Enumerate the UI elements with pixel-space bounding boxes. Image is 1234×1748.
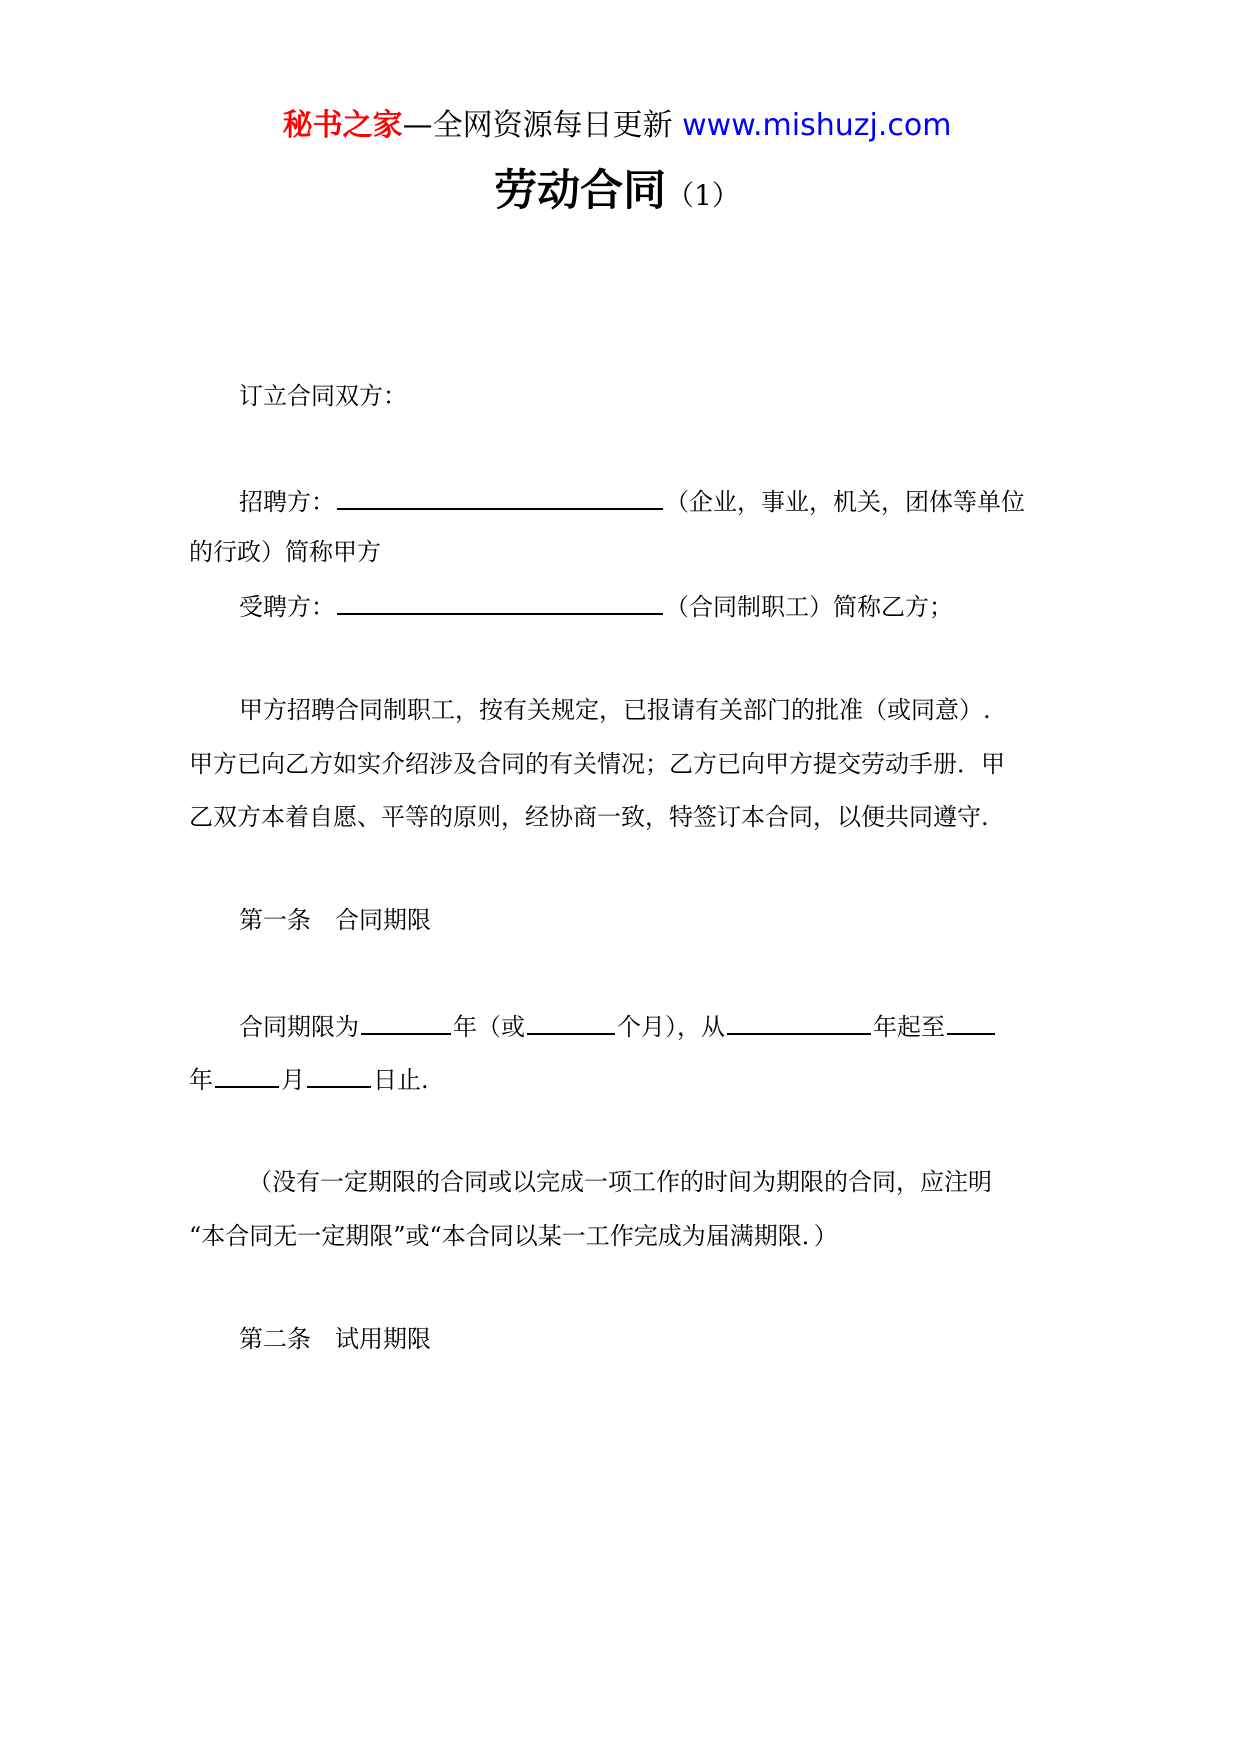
end-day-field[interactable] bbox=[307, 1060, 371, 1088]
term-line-2 bbox=[189, 1060, 429, 1098]
term-months-field[interactable] bbox=[527, 1007, 615, 1035]
employer-label: 招聘方： bbox=[239, 488, 335, 516]
end-year-field[interactable] bbox=[947, 1007, 995, 1035]
preamble-line: 甲方已向乙方如实介绍涉及合同的有关情况；乙方已向甲方提交劳动手册．甲 bbox=[189, 750, 1005, 778]
term-month-text: 个月），从 bbox=[617, 1013, 725, 1041]
term-note-line: （没有一定期限的合同或以完成一项工作的时间为期限的合同，应注明 bbox=[248, 1168, 992, 1196]
preamble-line: 甲方招聘合同制职工，按有关规定，已报请有关部门的批准（或同意）. bbox=[239, 696, 991, 724]
site-tagline: —全网资源每日更新 bbox=[402, 108, 683, 143]
employee-line bbox=[239, 587, 953, 625]
term-end-day-text: 日止. bbox=[373, 1066, 429, 1094]
article2-heading: 第二条 试用期限 bbox=[239, 1325, 431, 1353]
term-note-line: “本合同无一定期限”或“本合同以某一工作完成为届满期限．） bbox=[189, 1222, 838, 1250]
site-brand: 秘书之家 bbox=[282, 108, 403, 143]
term-end-year-text: 年 bbox=[189, 1066, 213, 1094]
title-number: （1） bbox=[666, 179, 740, 212]
document-title bbox=[0, 157, 1234, 218]
employer-line bbox=[239, 482, 1025, 520]
employee-name-field[interactable] bbox=[337, 587, 663, 615]
article1-heading: 第一条 合同期限 bbox=[239, 906, 431, 934]
employee-label: 受聘方： bbox=[239, 593, 335, 621]
term-year-text: 年（或 bbox=[453, 1013, 525, 1041]
title-main: 劳动合同 bbox=[494, 166, 667, 216]
term-years-field[interactable] bbox=[361, 1007, 451, 1035]
term-line-1 bbox=[239, 1007, 997, 1045]
parties-heading: 订立合同双方： bbox=[239, 382, 407, 410]
term-from-text: 年起至 bbox=[873, 1013, 945, 1041]
employer-note-continued: 的行政）简称甲方 bbox=[189, 538, 381, 566]
start-year-field[interactable] bbox=[727, 1007, 871, 1035]
employer-note: （企业，事业，机关，团体等单位 bbox=[665, 488, 1025, 516]
preamble-line: 乙双方本着自愿、平等的原则，经协商一致，特签订本合同，以便共同遵守. bbox=[189, 803, 989, 831]
end-month-field[interactable] bbox=[215, 1060, 279, 1088]
employer-name-field[interactable] bbox=[337, 482, 663, 510]
employee-note: （合同制职工）简称乙方； bbox=[665, 593, 953, 621]
term-end-month-text: 月 bbox=[281, 1066, 305, 1094]
site-url-link[interactable]: www.mishuzj.com bbox=[682, 108, 952, 143]
term-prefix: 合同期限为 bbox=[239, 1013, 359, 1041]
site-header bbox=[0, 104, 1234, 148]
